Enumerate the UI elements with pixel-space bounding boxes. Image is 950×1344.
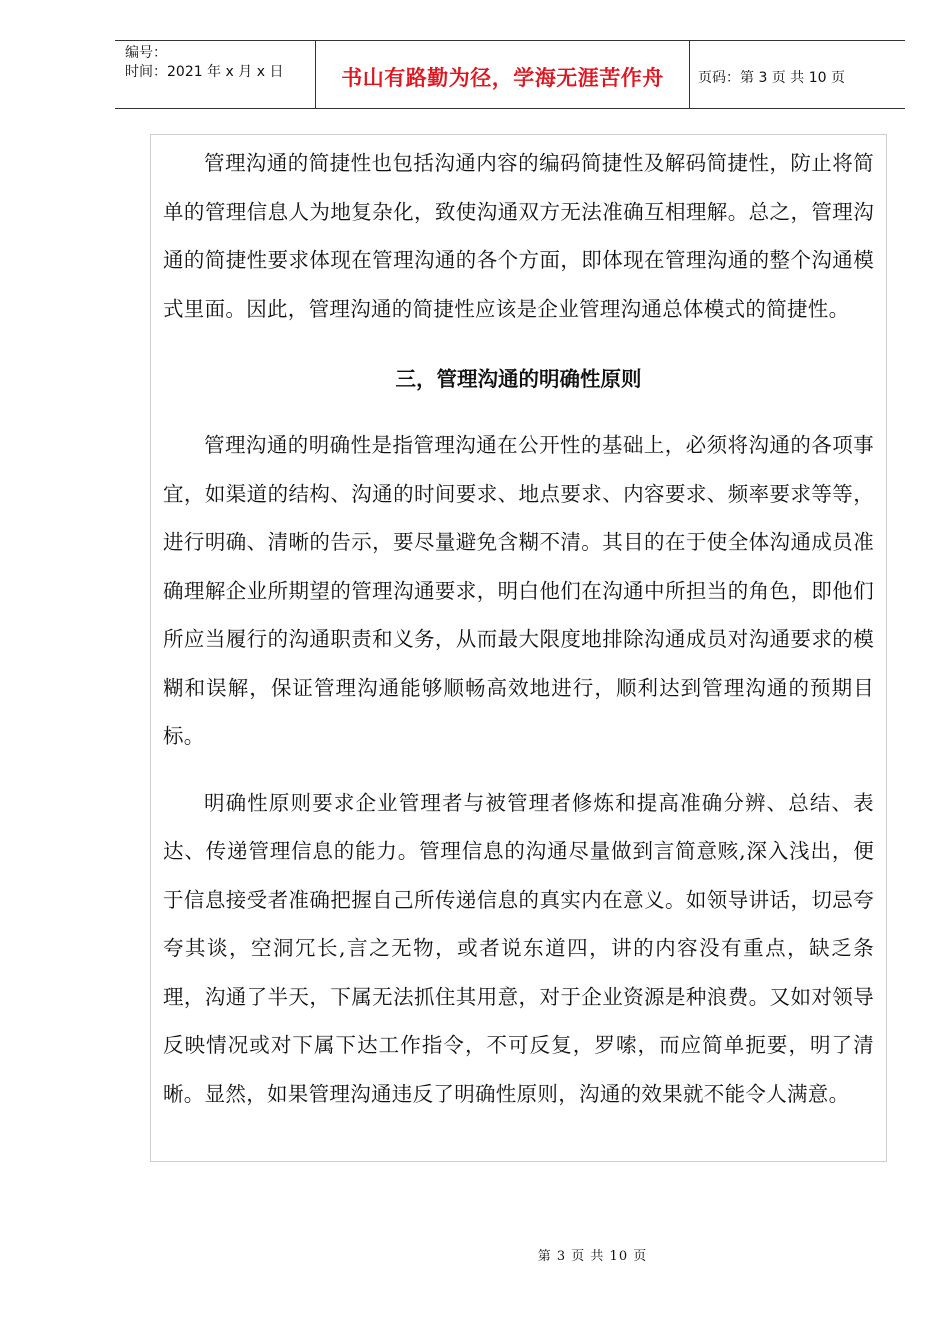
header-page-label: 页码：第 3 页 共 10 页 xyxy=(698,69,845,86)
number-label: 编号： xyxy=(125,45,167,61)
paragraph-1: 管理沟通的简捷性也包括沟通内容的编码简捷性及解码简捷性，防止将简单的管理信息人为地复杂化，致使沟通双方无法准确互相理解。总之，管理沟通的简捷性要求体现在管理沟通的各个方面，即体现在管理沟通的整个沟通模式里面。因此，管理沟通的简捷性应该是企业管理沟通总体模式的简捷性。 xyxy=(163,151,874,321)
content-box xyxy=(150,134,887,1162)
header-motto: 书山有路勤为径，学海无涯苦作舟 xyxy=(316,41,690,108)
document-header xyxy=(115,40,905,109)
paragraph-2: 管理沟通的明确性是指管理沟通在公开性的基础上，必须将沟通的各项事宜，如渠道的结构、沟通的时间要求、地点要求、内容要求、频率要求等等，进行明确、清晰的告示，要尽量避免含糊不清。其目的在于使全体沟通成员准确理解企业所期望的管理沟通要求，明白他们在沟通中所担当的角色，即他们所应当履行的沟通职责和义务，从而最大限度地排除沟通成员对沟通要求的模糊和误解，保证管理沟通能够顺畅高效地进行，顺利达到管理沟通的预期目标。 xyxy=(163,433,874,748)
section-title: 三，管理沟通的明确性原则 xyxy=(395,367,642,391)
page-footer: 第 3 页 共 10 页 xyxy=(537,1249,648,1264)
paragraph-3: 明确性原则要求企业管理者与被管理者修炼和提高准确分辨、总结、表达、传递管理信息的能力。管理信息的沟通尽量做到言简意赅,深入浅出，便于信息接受者准确把握自己所传递信息的真实内在意义。如领导讲话，切忌夸夸其谈，空洞冗长,言之无物，或者说东道四，讲的内容没有重点，缺乏条理，沟通了半天，下属无法抓住其用意，对于企业资源是种浪费。又如对领导反映情况或对下属下达工作指令，不可反复，罗嗦，而应简单扼要，明了清晰。显然，如果管理沟通违反了明确性原则，沟通的效果就不能令人满意。 xyxy=(163,790,874,1106)
header-meta xyxy=(115,41,316,108)
time-label: 时间：2021 年 x 月 x 日 xyxy=(125,64,284,80)
